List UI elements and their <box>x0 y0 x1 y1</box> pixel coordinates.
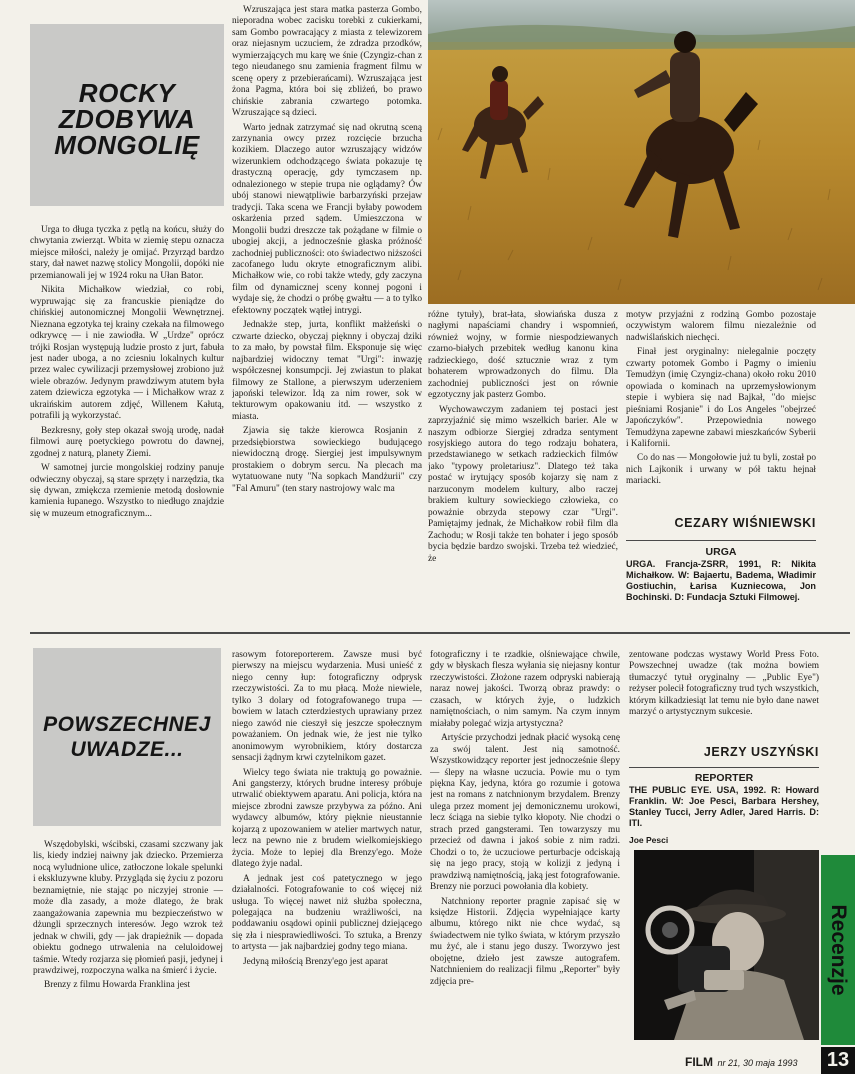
article1-column-3 <box>428 310 618 625</box>
paragraph: Jednakże step, jurta, konflikt małżeński o czwarte dziecko, obyczaj pięknny i obyczaj dziki to za mało, by powstał film. Eksponuje się więc najbardziej widoczny temat "Urgi": inwazję współczesnej konsumpcji. Jej zwiastun to plakat filmowy ze Stallone, a pierwszym uderzeniem japoński telewizor. Idą za nim rower, sok w tekturowym opakowaniu itd. — wszystko z miasta. <box>232 320 422 422</box>
reporter-camera-image <box>634 850 819 1040</box>
paragraph: Wychowawczym zadaniem tej postaci jest zaprzyjaźnić się mimo wszelkich barier. Ale w naszym odbiorze Siergiej zdradza sentyment rosyjskiego autora do tego rodzaju bohatera, przedstawianego w setkach radzieckich filmów jako "typowy proletariusz". Dlatego też taka postać w irytujący sposób kojarzy się nam z narzuconym modelem kultury, albo raczej brakiem kultury sowieckiego człowieka, co poważnie obrzyda stepowy czar "Urgi". Pamiętajmy jednak, że Michałkow robił film dla Zachodu; w Rosji także ten bohater i jego sposób bycia będzie bardzo swojski. Trzeba też wiedzieć, że <box>428 404 618 564</box>
headline-box-rocky <box>30 24 224 206</box>
paragraph: fotograficzny i te rzadkie, olśniewające chwile, gdy w błyskach flesza wyłania się niejasny kontur rzeczywistości. Złożone razem odpryski nabierają naraz nowej jakości. Tworzą obraz prawdy: o czasach, w których żyje, o ludzkich namiętnościach, o nim samym. Na czym innym miałaby polegać wizja artystyczna? <box>430 650 620 729</box>
paragraph: Urga to długa tyczka z pętlą na końcu, służy do chwytania zwierząt. Wbita w ziemię stepu oznacza miejsce miłości, należy je omijać. Przyrząd bardzo stary, dał nawet nazwę stolicy Mongolii, dopóki nie przemianowali jej w 1924 roku na Ułan Bator. <box>30 225 224 281</box>
paragraph: Warto jednak zatrzymać się nad okrutną sceną zarzynania owcy przez rozcięcie brzucha kozikiem. Dlaczego autor wzruszający widzów wizerunkiem odchodzącego świata pokazuje tę drastyczną operację, gdy tymczasem np. odnalezionego w stepie trupa nie oglądamy? Ów ubój stanowi niewątpliwie barbarzyński przejaw tradycji. Taka scena we Francji byłaby powodem oskarżenia przed sądem. Umieszczona w Mongolii budzi dreszcze tak pożądane w filmie o ubogiej akcji, a jednocześnie głaska próżność zachodniej publiczności: oto świadectwo niższości zacofanego ludu okryte etnograficznym alibi. Michałkow wie, co robi także wtedy, gdy zaczyna film od dynamicznej sceny konnej pogoni i wydaje się, że chodzi o próbę gwałtu — a to tylko efektowny początek wątłej intrygi. <box>232 122 422 316</box>
author-byline: JERZY USZYŃSKI <box>703 745 819 759</box>
section-tab <box>821 855 855 1045</box>
article2-column-2 <box>232 650 422 1050</box>
section-tab-label: Recenzje <box>827 904 850 996</box>
author-byline: CEZARY WIŚNIEWSKI <box>674 516 816 530</box>
headline-powszechnej <box>33 712 221 762</box>
headline-box-powszechnej <box>33 648 221 826</box>
article2-column-4 <box>629 650 819 742</box>
film-credits-reporter <box>629 773 819 846</box>
paragraph: Wielcy tego świata nie traktują go poważnie. Ani gangsterzy, których brudne interesy próbuje utrwalić obiektywem aparatu. Ani policja, która na miejsce zbrodni zawsze przybywa za późno. Ani wydawcy albumów, który pięknie nieustannie kojarzą z upozowaniem w atelier martwych natur, lecz na pewno nie z brudem wielkomiejskiego życia. Może to lepiej dla Brenzy'ego. Może dlatego żyje nadal. <box>232 767 422 870</box>
credits-text: THE PUBLIC EYE. USA, 1992. R: Howard Franklin. W: Joe Pesci, Barbara Hershey, Stanley Tucci, Jerry Adler, Jared Harris. D: ITI. <box>629 785 819 828</box>
paragraph: Artyście przychodzi jednak płacić wysoką cenę za swój talent. Jest nią samotność. Wszystkowidzący reporter jest jednocześnie ślepy — ślepy na własne uczucia. Powie mu o tym piękna Kay, jedyna, która go rozumie i gotowa jest na romans z natchnionym brzydalem. Brenzy ulega przez moment jej demonicznemu urokowi, lecz ściąga na siebie tylko kłopoty. Nie chodzi o strach przed gangsterami. Ten towarzyszy mu przecież od dawna i jakoś sobie z nim radzi. Chodzi o to, że uczuciowe perturbacje odciskają się na jego pracy, stoją w kolizji z jedyną i prawdziwą namiętnością, jaką jest fotografowanie. Brenzy nie porzuci powołania dla kobiety. <box>430 733 620 893</box>
headline-line: MONGOLIĘ <box>54 130 200 160</box>
paragraph: A jednak jest coś patetycznego w jego działalności. Fotografowanie to coś więcej niż usługa. To więcej nawet niż służba społeczna, polegająca na budzeniu wrażliwości, na poddawaniu osądowi opinii publicznej dziejącego się zła i niesprawiedliwości. To sztuka, a Brenzy to artysta — jak najbardziej godny tego miana. <box>232 873 422 953</box>
paragraph: Wszędobylski, wścibski, czasami szczwany jak lis, kiedy indziej naiwny jak dziecko. Przemierza nocą wyludnione ulice, zatłoczone lokale spelunki i ekskluzywne kluby. Przygląda się życiu z pozoru beznamiętnie, nie stając po niczyjej stronie — może dla zasady, a może dlatego, że brak zaangażowania zapewnia mu bezpieczeństwo w dżungli sprzecznych interesów. Jego wzrok też jednak w chwili, gdy — jak drapieżnik — dopada obiektu godnego utrwalenia na celuloidowej taśmie. Wtedy rozjarza się płomień pasji, jedynej i prawdziwej, rozpoczyna walka na śmierć i życie. <box>33 840 223 976</box>
paragraph: Wzruszająca jest stara matka pasterza Gombo, nieporadna wobec zacisku torebki z cukierkami, sam Gombo powracający z miasta z telewizorem oraz niejasnym uczuciem, że zdradza przodków, wymierzających mu karę we śnie (Czyngiz-chan z tego nieudanego snu zamienia fragment filmu w scenę opery z przebierańcami). Wzruszająca jest żona Pagma, która boi się zbliżeń, bo prawo chińskie zabrania czwartego potomka. Wzruszające są dzieci. <box>232 5 422 119</box>
paragraph: Bezkresny, goły step okazał swoją urodę, nadał filmowi aurę poetyckiego powrotu do dawnej, zgodnej z naturą, planety Ziemi. <box>30 425 224 459</box>
headline-rocky <box>30 80 224 158</box>
credits-title: URGA <box>705 546 737 558</box>
page-number: 13 <box>821 1047 855 1074</box>
article2-column-3 <box>430 650 620 1050</box>
headline-line: UWADZE... <box>70 738 184 761</box>
article2-column-1 <box>33 840 223 1048</box>
film-credits-urga <box>626 547 816 603</box>
photo-reporter <box>634 850 819 1040</box>
issue-info: nr 21, 30 maja 1993 <box>717 1058 798 1068</box>
article-separator <box>30 632 850 634</box>
paragraph: Brenzy z filmu Howarda Franklina jest <box>44 980 191 991</box>
headline-line: ZDOBYWA <box>58 104 196 134</box>
paragraph: Natchniony reporter pragnie zapisać się w księdze Historii. Zdjęcia wypełniające karty albumu, którego nikt nie chce wydać, są świadectwem nie tylko świata, w którym przyszło mu żyć, ale i stanu jego duszy. Tworzywo jest obojętne, dzieło jest zawsze autografem. Natchnieniem do realizacji filmu „Reporter" były zdjęcia pre- <box>430 896 620 987</box>
paragraph: Jedyną miłością Brenzy'ego jest aparat <box>243 956 388 967</box>
divider <box>629 767 819 768</box>
paragraph: Zjawia się także kierowca Rosjanin z przedsiębiorstwa sowieckiego budującego niewidoczną drogę. Siergiej jest impulsywnym prostakiem o dobrym sercu. Na plecach ma wytatuowane nuty "Na sopkach Mandżurii" czy "Fal Amuru" (ten stary nastrojowy walc ma <box>232 426 422 494</box>
photo-caption: Joe Pesci <box>629 835 669 845</box>
paragraph: W samotnej jurcie mongolskiej rodziny panuje odwieczny obyczaj, są stare sprzęty i narzędzia, tka się dywan, zmiękcza rzemienie metodą dosłownie kamienia łupanego. Wszystko to niedługo znajdzie się w muzeum etnograficznym... <box>30 463 224 519</box>
credits-title: REPORTER <box>694 772 754 784</box>
divider <box>626 540 816 541</box>
photo-horsemen <box>428 0 855 304</box>
headline-line: POWSZECHNEJ <box>43 713 211 736</box>
paragraph: zentowane podczas wystawy World Press Foto. Powszechnej uwadze (tak można bowiem tłumaczyć tytuł oryginalny — „Public Eye") reżyser polecił fotograficzny trud tych wszystkich, którym kilkadziesiąt lat temu nie było dane nawet marzyć o artystycznym sukcesie. <box>629 650 819 718</box>
paragraph: Nikita Michałkow wiedział, co robi, wypruwając się za francuskie pieniądze do chińskiej autonomicznej Mongolii Wewnętrznej. Nieznana egzotyka tej krainy czekała na filmowego odkrywcę — i nie zawiodła. W „Urdze" oprócz trójki Rosjan występują ludzie prosto z jurt, fabuła jest nader uboga, a no zciesniu lokalnych kultur przez walec cywilizacji przemysłowej zrobiono już wiele obrazów. Jedynym prawdziwym atutem była zatem dziewicza egzotyka — i Michałkow wraz z ukraińskim autorem zdjęć, Willenem Kałutą, potrafili ją wykorzystać. <box>30 285 224 422</box>
article1-column-4 <box>626 310 816 510</box>
magazine-name: FILM <box>685 1055 713 1069</box>
paragraph: Finał jest oryginalny: nielegalnie poczęty czwarty potomek Gombo i Pagmy o imieniu Temudżyn (imię Czyngiz-chana) około roku 2010 opowiada o kominach na uprzemysłowionym stepie i wybiera się nad Bajkał, "do miejsc pieśniami Rosjanie" i do Los Angeles "obejrzeć Japończyków". Przepowiednia nowego Temudżyna zapewne zabawi mieszkańców Syberii i Kalifornii. <box>626 347 816 449</box>
steppe-riders-image <box>428 0 855 304</box>
credits-text: URGA. Francja-ZSRR, 1991, R: Nikita Michałkow. W: Bajaertu, Badema, Władimir Gostiuchin, Łarisa Kuzniecowa, Jon Bochinski. D: Fundacja Sztuki Filmowej. <box>626 559 816 602</box>
paragraph: Co do nas — Mongołowie już tu byli, został po nich Lajkonik i urwany w pół taktu hejnał mariacki. <box>626 453 816 487</box>
paragraph: motyw przyjaźni z rodziną Gombo pozostaje oczywistym walorem filmu niezależnie od nadwiślańskich niechęci. <box>626 310 816 343</box>
footer <box>685 1053 820 1071</box>
article1-column-2 <box>232 5 422 625</box>
paragraph: różne tytuły), brat-łata, słowiańska dusza z nagłymi napaściami chandry i wspomnień, również wojny, w formie niespodziewanych czarno-białych przebitek według kanonu kina radzieckiego, dość sztucznie wraz z tym bohaterem wprowadzonych do filmu. Dla zachodniej publiczności jest on równie egzotyczny jak pasterz Gombo. <box>428 310 618 401</box>
article1-column-1 <box>30 225 224 625</box>
headline-line: ROCKY <box>78 78 176 108</box>
paragraph: rasowym fotoreporterem. Zawsze musi być pierwszy na miejscu wydarzenia. Musi unieść z niego cenny łup: fotograficzny odprysk rzeczywistości. Za to mu płacą. Może niewiele, tylko 3 dolary od fotografowanego trupa — bowiem w latach czterdziestych uprawiany przez niego zawód nie cieszył się jeszcze społecznym poważaniem. On jednak wie, że jest nie tylko anonimowym wyrobnikiem, który dostarcza sensacji żądnym krwi czytelnikom gazet. <box>232 650 422 764</box>
